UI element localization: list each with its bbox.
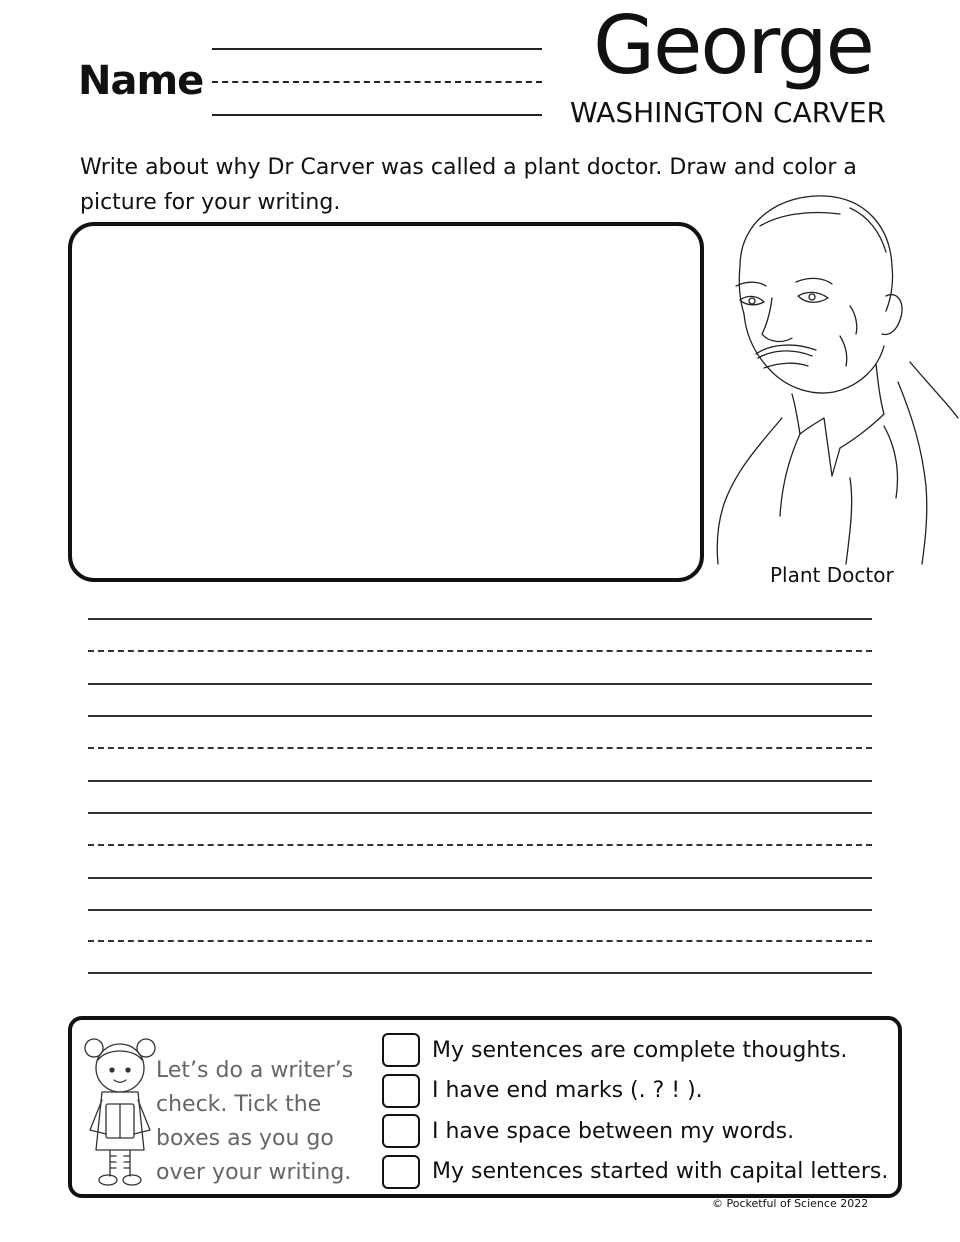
checklist-item: [382, 1111, 892, 1152]
writing-line: [88, 812, 872, 814]
writing-line-dashed: [88, 747, 872, 749]
writers-check-panel: [68, 1016, 902, 1198]
checkbox[interactable]: [382, 1074, 420, 1108]
checklist-item-label: My sentences started with capital letters.: [432, 1159, 889, 1185]
writers-check-intro: Let’s do a writer’s check. Tick the boxes as you go over your writing.: [156, 1058, 354, 1185]
writing-line-dashed: [88, 650, 872, 652]
checklist-item-label: I have end marks (. ? ! ).: [432, 1078, 703, 1104]
girl-reading-icon: [80, 1030, 160, 1190]
writing-line: [88, 909, 872, 911]
checklist-item-label: I have space between my words.: [432, 1118, 795, 1144]
name-writing-lines[interactable]: [212, 48, 542, 120]
portrait-illustration-icon: [700, 186, 960, 566]
page-subtitle: WASHINGTON CARVER: [570, 96, 886, 129]
writing-line-dashed: [88, 940, 872, 942]
checkbox[interactable]: [382, 1033, 420, 1067]
name-line-top: [212, 48, 542, 50]
checklist: [382, 1030, 892, 1192]
name-line-dashed: [212, 81, 542, 83]
writing-prompt: Write about why Dr Carver was called a plant doctor. Draw and color a picture for your writing.: [80, 155, 857, 215]
page-title: George: [593, 0, 873, 92]
checklist-item: [382, 1071, 892, 1112]
portrait-caption: Plant Doctor: [770, 563, 894, 587]
writing-line: [88, 618, 872, 620]
checklist-item-label: My sentences are complete thoughts.: [432, 1037, 848, 1063]
writing-line-dashed: [88, 844, 872, 846]
writing-line: [88, 877, 872, 879]
checklist-item: [382, 1030, 892, 1071]
checkbox[interactable]: [382, 1155, 420, 1189]
checkbox[interactable]: [382, 1114, 420, 1148]
writing-line: [88, 972, 872, 974]
copyright-notice: © Pocketful of Science 2022: [712, 1197, 869, 1210]
drawing-box[interactable]: [68, 222, 704, 582]
checklist-item: [382, 1152, 892, 1193]
writing-line: [88, 780, 872, 782]
name-line-bottom: [212, 114, 542, 116]
writing-line: [88, 683, 872, 685]
writing-line: [88, 715, 872, 717]
name-label: Name: [78, 58, 204, 104]
